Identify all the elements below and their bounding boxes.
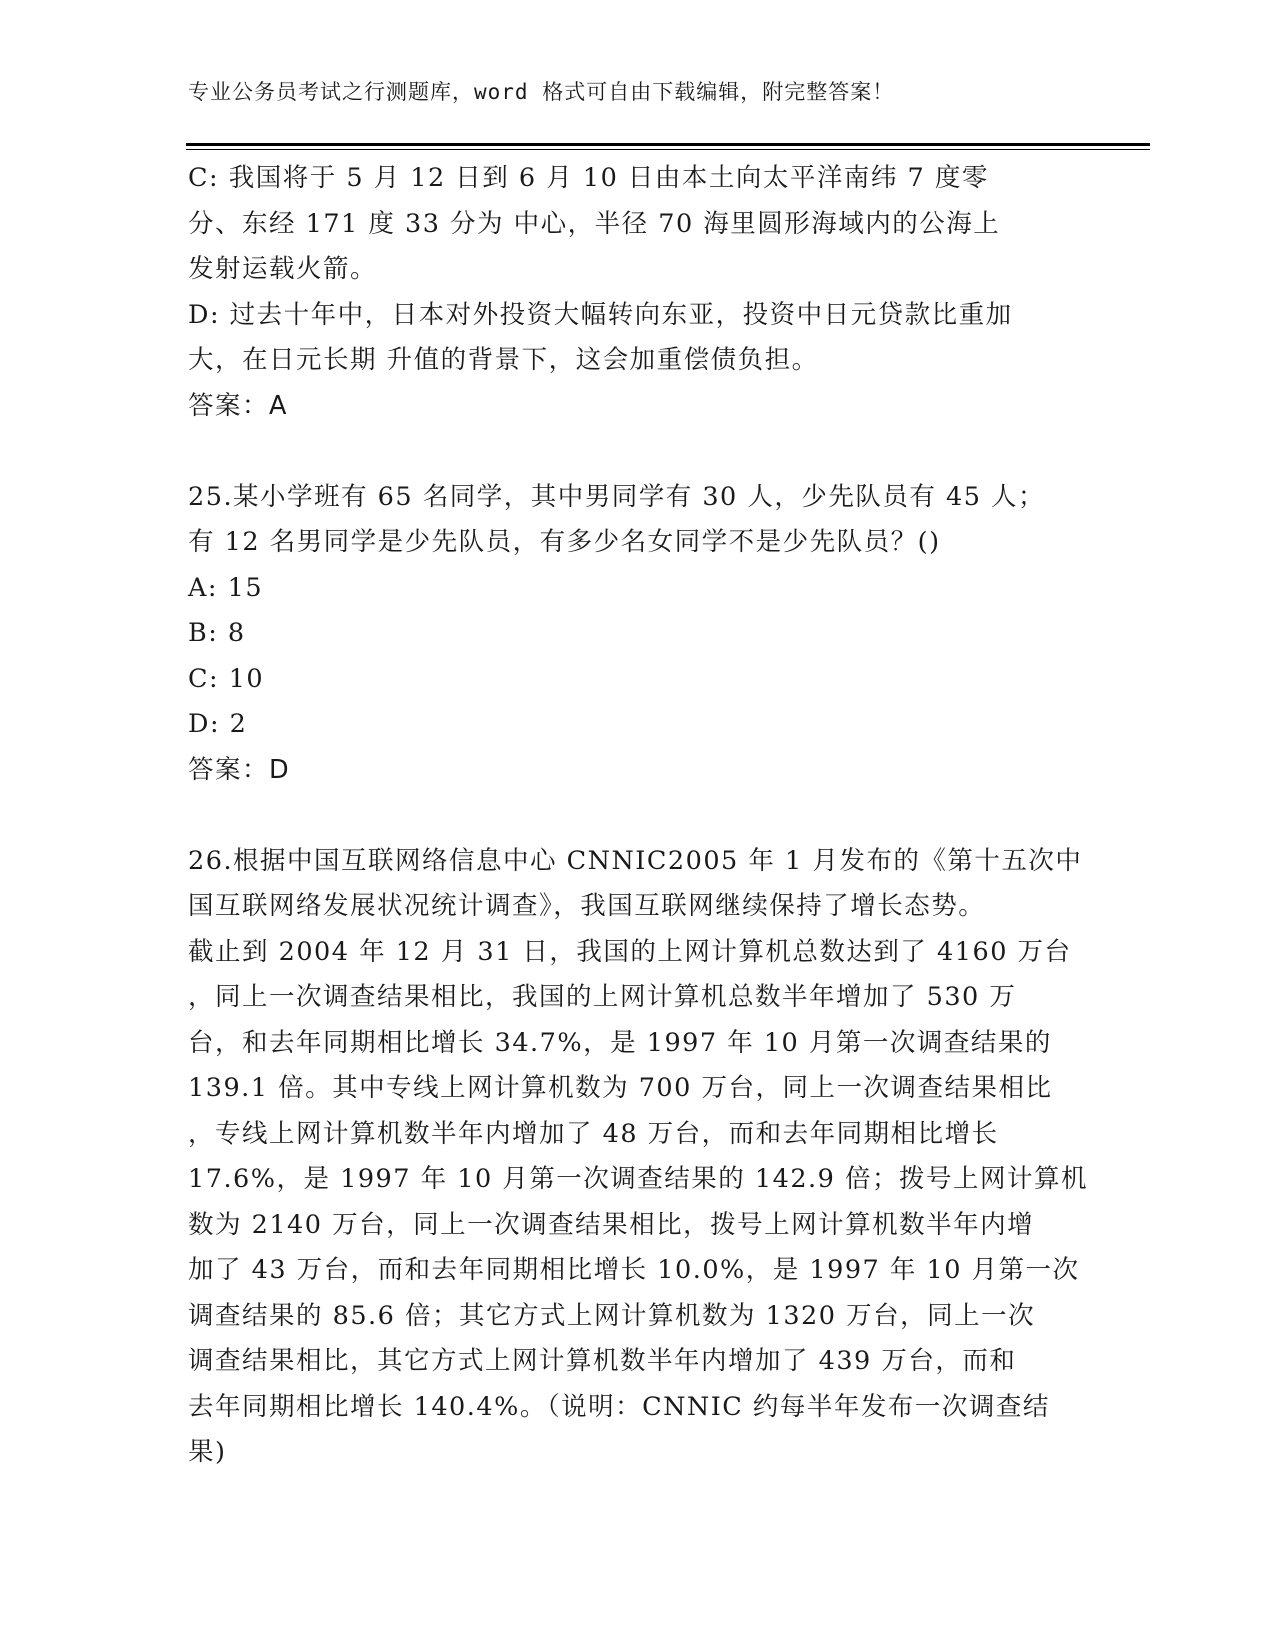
- q26-stem-line: ，同上一次调查结果相比，我国的上网计算机总数半年增加了 530 万: [188, 982, 1017, 1012]
- q25-option-d: D: 2: [188, 709, 248, 739]
- q26-stem-line: 26.根据中国互联网络信息中心 CNNIC2005 年 1 月发布的《第十五次中: [188, 845, 1083, 876]
- q26-stem-line: 调查结果相比，其它方式上网计算机数半年内增加了 439 万台，而和: [188, 1346, 1017, 1376]
- q24-option-d: [188, 293, 1088, 384]
- q25-stem-line: 有 12 名男同学是少先队员，有多少名女同学不是少先队员？(): [188, 527, 941, 557]
- q26-stem-line: 数为 2140 万台，同上一次调查结果相比，拨号上网计算机数半年内增: [188, 1209, 1035, 1240]
- q26-stem-line: 139.1 倍。其中专线上网计算机数为 700 万台，同上一次调查结果相比: [188, 1073, 1053, 1103]
- q24-answer: 答案：A: [188, 390, 288, 421]
- header-rule-thin: [186, 149, 1150, 150]
- q26-stem-line: 国互联网络发展状况统计调查》，我国互联网继续保持了增长态势。: [188, 891, 986, 921]
- q26-stem: [188, 839, 1088, 1476]
- q26-stem-line: 去年同期相比增长 140.4%。（说明：CNNIC 约每半年发布一次调查结: [188, 1391, 1050, 1422]
- q24-option-c: [188, 156, 1088, 293]
- page-content: [188, 156, 1088, 1476]
- spacer: [188, 793, 1088, 839]
- q26-stem-line: 台，和去年同期相比增长 34.7%，是 1997 年 10 月第一次调查结果的: [188, 1027, 1052, 1058]
- q25-stem-line: 25.某小学班有 65 名同学，其中男同学有 30 人，少先队员有 45 人；: [188, 481, 1046, 512]
- q24-option-c-line: 分、东经 171 度 33 分为 中心，半径 70 海里圆形海域内的公海上: [188, 208, 1001, 239]
- q24-option-c-line: 发射运载火箭。: [188, 254, 378, 284]
- header-rule-thick: [186, 143, 1150, 146]
- q25-option-a: A: 15: [188, 572, 264, 603]
- q26-stem-line: 果): [188, 1437, 227, 1467]
- q24-option-c-line: C: 我国将于 5 月 12 日到 6 月 10 日由本土向太平洋南纬 7 度零: [188, 163, 989, 193]
- page-header: 专业公务员考试之行测题库，word 格式可自由下载编辑，附完整答案！: [188, 80, 895, 104]
- spacer: [188, 429, 1088, 475]
- q24-option-d-line: 大，在日元长期 升值的背景下，这会加重偿债负担。: [188, 345, 819, 375]
- q25-option-b: B: 8: [188, 618, 246, 648]
- q26-stem-line: 调查结果的 85.6 倍；其它方式上网计算机数为 1320 万台，同上一次: [188, 1300, 1036, 1331]
- q26-stem-line: ，专线上网计算机数半年内增加了 48 万台，而和去年同期相比增长: [188, 1118, 999, 1149]
- q26-stem-line: 加了 43 万台，而和去年同期相比增长 10.0%，是 1997 年 10 月第一次: [188, 1255, 1080, 1285]
- q26-stem-line: 17.6%，是 1997 年 10 月第一次调查结果的 142.9 倍；拨号上网计算机: [188, 1164, 1088, 1194]
- q25-answer: 答案：D: [188, 754, 291, 785]
- q24-option-d-line: D: 过去十年中，日本对外投资大幅转向东亚，投资中日元贷款比重加: [188, 299, 1013, 330]
- q26-stem-line: 截止到 2004 年 12 月 31 日，我国的上网计算机总数达到了 4160 万台: [188, 936, 1072, 967]
- q25-stem: [188, 475, 1088, 566]
- q25-option-c: C: 10: [188, 663, 265, 694]
